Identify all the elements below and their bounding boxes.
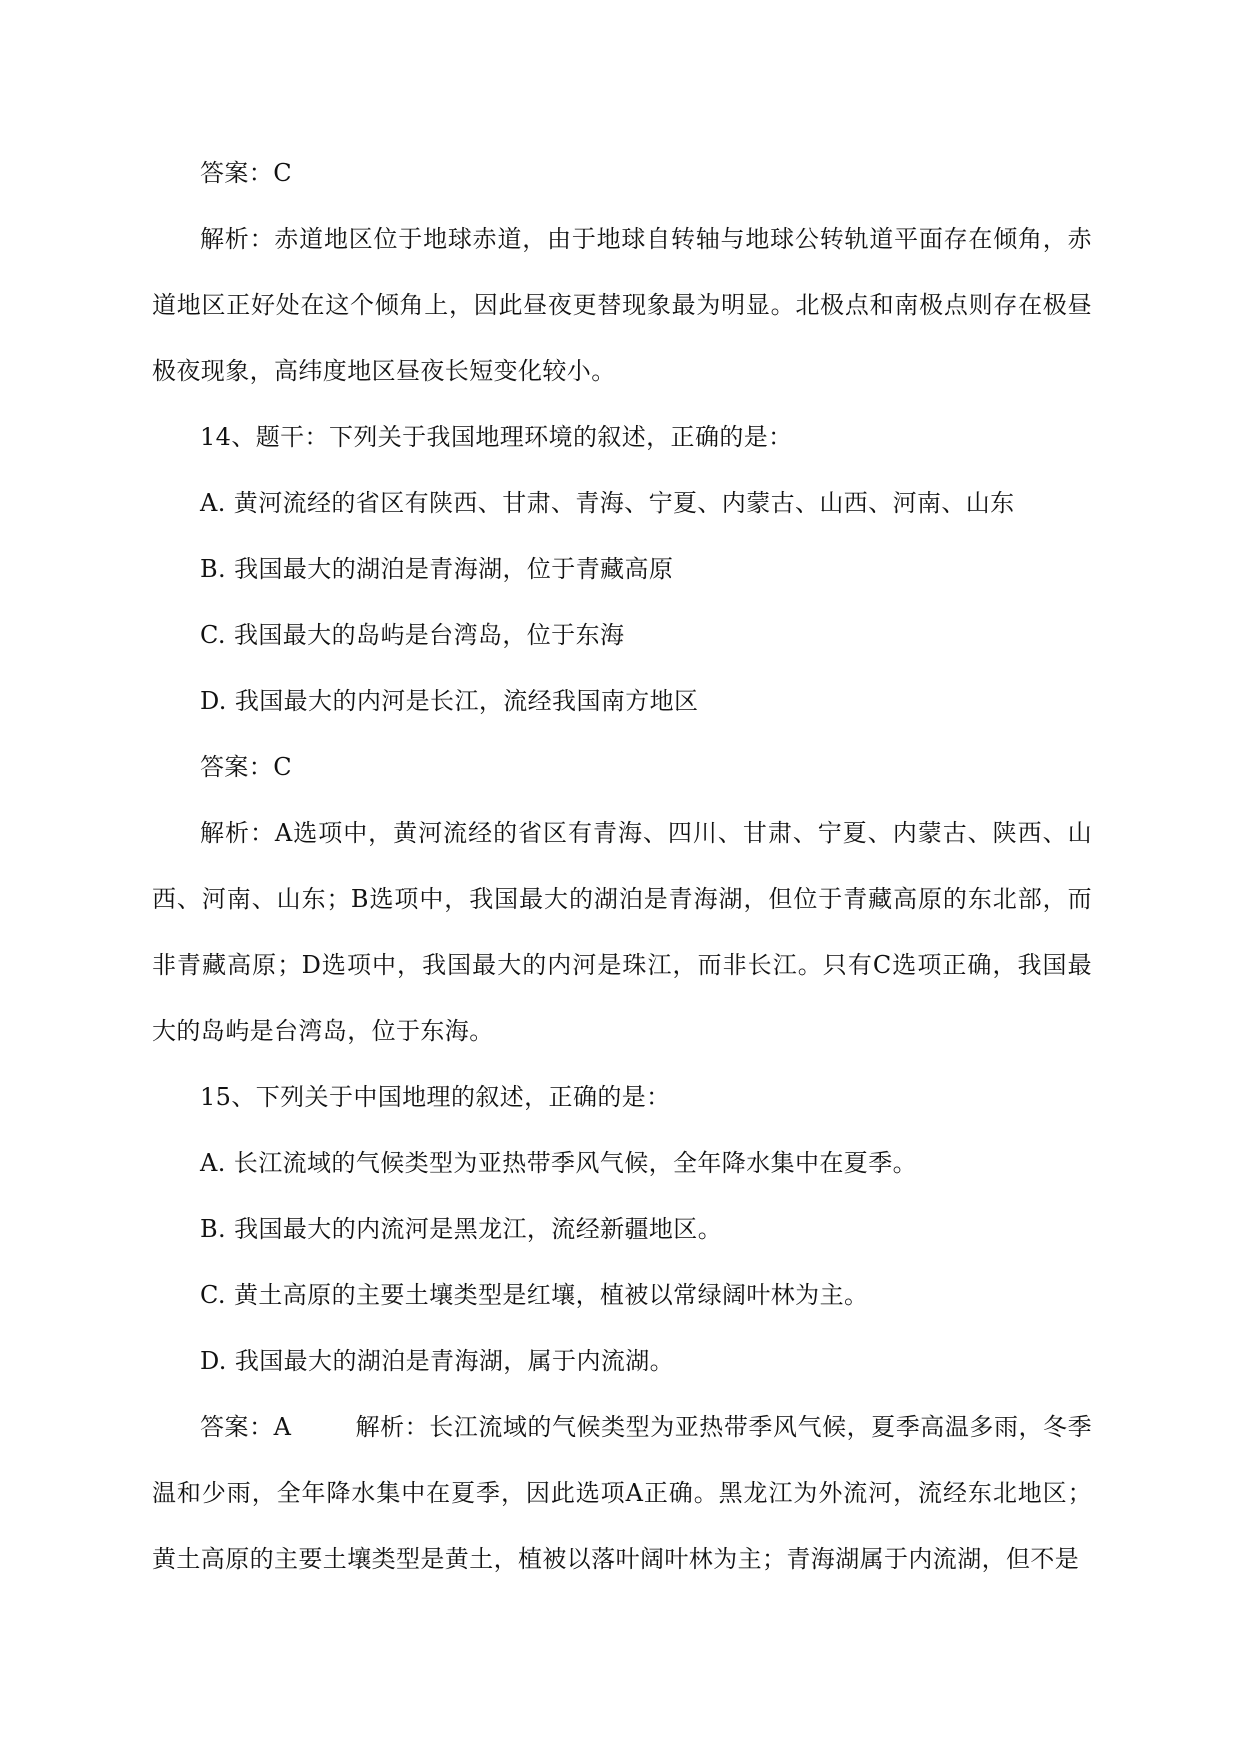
question-14: 14、题干：下列关于我国地理环境的叙述，正确的是：: [200, 423, 793, 451]
q14-option-b: B. 我国最大的湖泊是青海湖，位于青藏高原: [200, 555, 674, 583]
q14-option-c: C. 我国最大的岛屿是台湾岛，位于东海: [200, 621, 625, 649]
explanation-14: 解析：A选项中，黄河流经的省区有青海、四川、甘肃、宁夏、内蒙古、陕西、山西、河南、山东；B选项中，我国最大的湖泊是青海湖，但位于青藏高原的东北部，而非青藏高原；D选项中，我国最大的内河是珠江，而非长江。只有C选项正确，我国最大的岛屿是台湾岛，位于东海。: [152, 819, 1092, 1045]
explanation-13: 解析：赤道地区位于地球赤道，由于地球自转轴与地球公转轨道平面存在倾角，赤道地区正好处在这个倾角上，因此昼夜更替现象最为明显。北极点和南极点则存在极昼极夜现象，高纬度地区昼夜长短变化较小。: [152, 225, 1092, 385]
q15-option-d: D. 我国最大的湖泊是青海湖，属于内流湖。: [200, 1347, 675, 1375]
q15-option-b: B. 我国最大的内流河是黑龙江，流经新疆地区。: [200, 1215, 723, 1243]
q14-option-d: D. 我国最大的内河是长江，流经我国南方地区: [200, 687, 699, 715]
question-15: 15、下列关于中国地理的叙述，正确的是：: [200, 1083, 671, 1111]
answer-15: 答案：A: [200, 1413, 292, 1441]
document-body: [152, 140, 1092, 1592]
answer-13: 答案：C: [200, 159, 292, 187]
q14-option-a: A. 黄河流经的省区有陕西、甘肃、青海、宁夏、内蒙古、山西、河南、山东: [200, 489, 1015, 517]
explanation-15: 解析：长江流域的气候类型为亚热带季风气候，夏季高温多雨，冬季温和少雨，全年降水集中在夏季，因此选项A正确。黑龙江为外流河，流经东北地区；黄土高原的主要土壤类型是黄土，植被以落叶阔叶林为主；青海湖属于内流湖，但不是: [152, 1413, 1093, 1573]
q15-option-a: A. 长江流域的气候类型为亚热带季风气候，全年降水集中在夏季。: [200, 1149, 917, 1177]
answer-14: 答案：C: [200, 753, 292, 781]
answer-explanation-15: [152, 1394, 1092, 1592]
q15-option-c: C. 黄土高原的主要土壤类型是红壤，植被以常绿阔叶林为主。: [200, 1281, 869, 1309]
